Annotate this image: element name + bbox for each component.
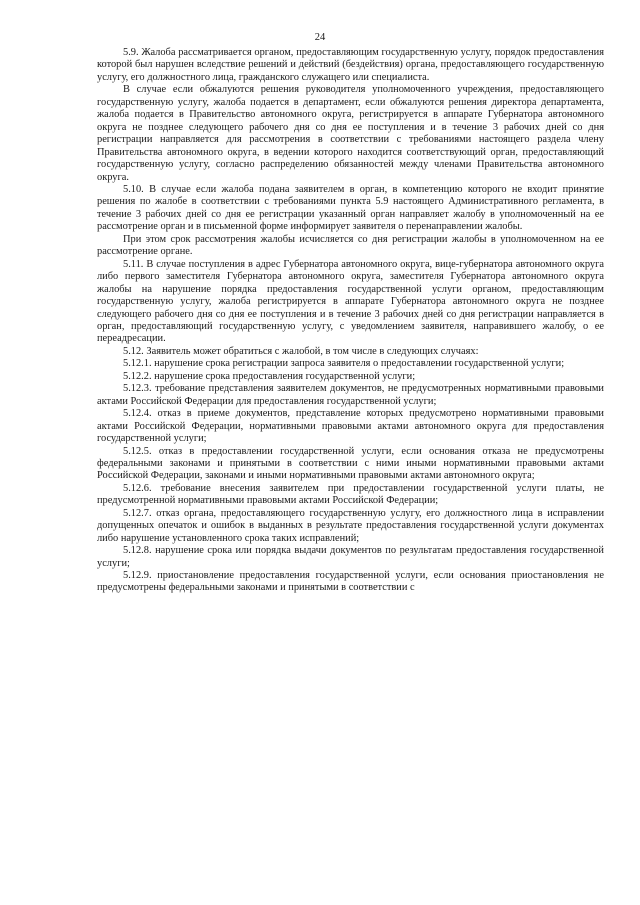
paragraph-5-12-2: 5.12.2. нарушение срока предоставления государственной услуги; bbox=[123, 370, 416, 382]
paragraph-5-12-1: 5.12.1. нарушение срока регистрации запроса заявителя о предоставлении государственной услуги; bbox=[123, 358, 565, 370]
paragraph-5-12: 5.12. Заявитель может обратиться с жалобой, в том числе в следующих случаях: bbox=[123, 345, 479, 357]
paragraph-5-12-9: 5.12.9. приостановление предоставления государственной услуги, если основания приостановления не предусмотрены федеральными законами и принятыми в соответствии с bbox=[97, 570, 604, 594]
page-number: 24 bbox=[314, 32, 326, 43]
paragraph-5-12-8: 5.12.8. нарушение срока или порядка выдачи документов по результатам предоставления государственной услуги; bbox=[97, 545, 604, 569]
paragraph-5-9: 5.9. Жалоба рассматривается органом, предоставляющим государственную услугу, порядок предоставления которой был нарушен вследствие решений и действий (бездействия) органа, предоставляющего государственную услугу, его должностного лица, гражданского служащего или специалиста. bbox=[97, 47, 604, 83]
paragraph-5-11: 5.11. В случае поступления в адрес Губернатора автономного округа, вице-губернатора автономного округа либо первого заместителя Губернатора автономного округа, заместителя Губернатора автономного округа жалобы на нарушение порядка предоставления государственной услуги органом, предоставляющим государственную услугу, жалоба регистрируется в аппарате Губернатора автономного округа не позднее следующего рабочего дня со дня ее поступления и в течение 3 рабочих дней со дня регистрации направляется в орган, предоставляющий государственную услугу, с уведомлением заявителя, направившего жалобу, о ее переадресации. bbox=[97, 258, 604, 345]
body-text bbox=[97, 47, 604, 595]
paragraph-5-12-7: 5.12.7. отказ органа, предоставляющего государственную услугу, его должностного лица в исправлении допущенных опечаток и ошибок в выданных в результате предоставления государственной услуги документах либо нарушение установленного срока таких исправлений; bbox=[97, 507, 604, 544]
paragraph-5-12-3: 5.12.3. требование представления заявителем документов, не предусмотренных нормативными правовыми актами Российской Федерации для предоставления государственной услуги; bbox=[97, 383, 604, 407]
paragraph-review-period: При этом срок рассмотрения жалобы исчисляется со дня регистрации жалобы в уполномоченном на ее рассмотрение органе. bbox=[97, 233, 604, 258]
paragraph-5-12-4: 5.12.4. отказ в приеме документов, представление которых предусмотрено нормативными правовыми актами Российской Федерации, нормативными правовыми актами автономного округа для предоставления государственной услуги; bbox=[97, 408, 604, 445]
paragraph-5-12-6: 5.12.6. требование внесения заявителем при предоставлении государственной услуги платы, не предусмотренной нормативными правовыми актами Российской Федерации; bbox=[97, 482, 604, 507]
paragraph-appeal-routing: В случае если обжалуются решения руководителя уполномоченного учреждения, предоставляющего государственную услугу, жалоба подается в департамент, если обжалуются решения директора департамента, жалоба подается в Правительство автономного округа, регистрируется в аппарате Губернатора автономного округа не позднее следующего рабочего дня со дня ее поступления и в течение 3 рабочих дней со дня регистрации направляется для рассмотрения в соответствии с требованиями настоящего раздела члену Правительства автономного округа, в ведении которого находится соответствующий орган, предоставляющий государственную услугу, согласно распределению обязанностей между членами Правительства автономного округа. bbox=[97, 84, 604, 183]
paragraph-5-10: 5.10. В случае если жалоба подана заявителем в орган, в компетенцию которого не входит принятие решения по жалобе в соответствии с требованиями пункта 5.9 настоящего Административного регламента, в течение 3 рабочих дней со дня ее регистрации указанный орган направляет жалобу в уполномоченный на ее рассмотрение орган и в письменной форме информирует заявителя о перенаправлении жалобы. bbox=[97, 183, 604, 233]
paragraph-5-12-5: 5.12.5. отказ в предоставлении государственной услуги, если основания отказа не предусмотрены федеральными законами и принятыми в соответствии с ними иными нормативными правовыми актами Российской Федерации, законами и иными нормативными правовыми актами автономного округа; bbox=[97, 445, 604, 482]
